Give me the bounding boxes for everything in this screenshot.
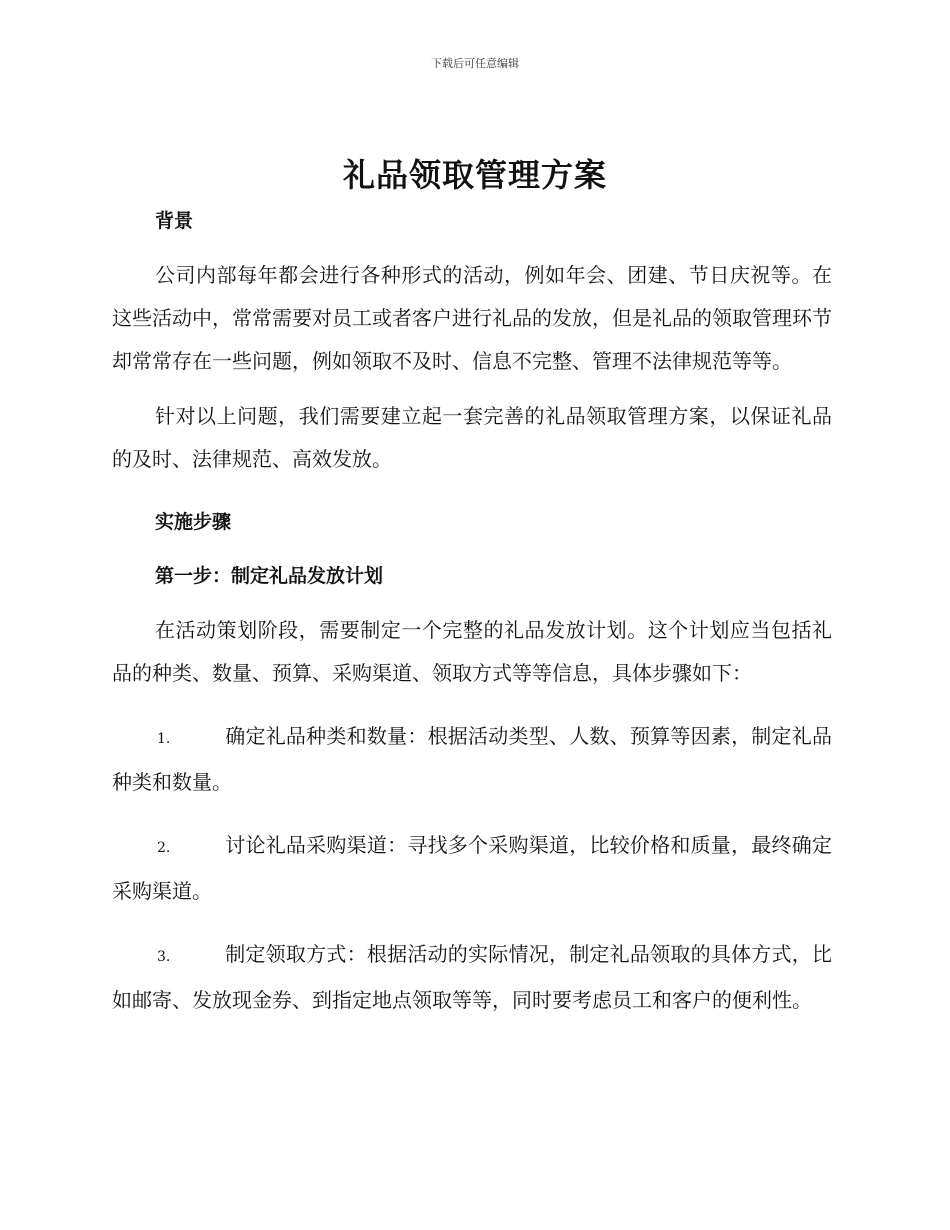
list-item-text: 讨论礼品采购渠道：寻找多个采购渠道，比较价格和质量，最终确定采购渠道。 [112,833,832,903]
list-item [112,715,832,804]
header-note: 下载后可任意编辑 [431,57,519,70]
list-item [112,824,832,913]
list-item-number: 1. [157,731,171,747]
list-item-text: 确定礼品种类和数量：根据活动类型、人数、预算等因素，制定礼品种类和数量。 [112,724,832,794]
list-item-number: 3. [157,949,171,965]
document-body [112,200,832,1022]
list-item [112,933,832,1022]
list-item-number: 2. [157,840,171,856]
background-paragraph-2: 针对以上问题，我们需要建立起一套完善的礼品领取管理方案，以保证礼品的及时、法律规范、高效发放。 [112,404,832,471]
background-heading: 背景 [155,210,194,232]
background-paragraph-1: 公司内部每年都会进行各种形式的活动，例如年会、团建、节日庆祝等。在这些活动中，常常需要对员工或者客户进行礼品的发放，但是礼品的领取管理环节却常常存在一些问题，例如领取不及时、信息不完整、管理不法律规范等等。 [112,263,832,373]
step1-heading: 第一步：制定礼品发放计划 [155,565,384,587]
step1-paragraph: 在活动策划阶段，需要制定一个完整的礼品发放计划。这个计划应当包括礼品的种类、数量、预算、采购渠道、领取方式等等信息，具体步骤如下： [112,618,832,685]
document-title: 礼品领取管理方案 [342,156,607,194]
steps-heading: 实施步骤 [155,511,232,533]
list-item-text: 制定领取方式：根据活动的实际情况，制定礼品领取的具体方式，比如邮寄、发放现金券、到指定地点领取等等，同时要考虑员工和客户的便利性。 [112,942,832,1012]
